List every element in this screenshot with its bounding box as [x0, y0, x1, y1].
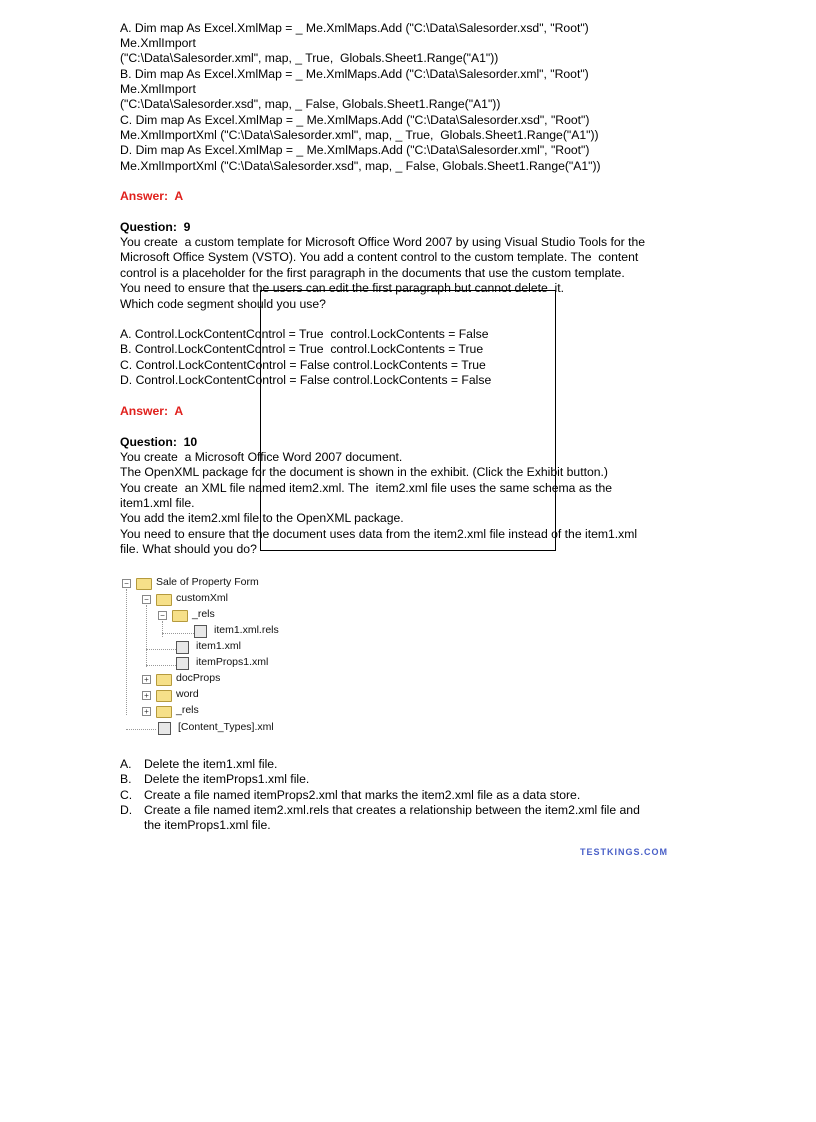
folder-icon	[156, 674, 172, 686]
question-9-title: Question: 9	[120, 220, 191, 234]
prev-option-d-line2: Me.XmlImportXml ("C:\Data\Salesorder.xsd", map, _ False, Globals.Sheet1.Range("A1"))	[120, 159, 601, 173]
question-9-body-line: Microsoft Office System (VSTO). You add a content control to the custom template. The content	[120, 250, 639, 264]
expand-icon[interactable]: +	[142, 691, 151, 700]
question-9-body-line: You need to ensure that the users can edit the first paragraph but cannot delete it.	[120, 281, 565, 295]
question-10-body-line: You add the item2.xml file to the OpenXML package.	[120, 511, 404, 525]
question-10-option-a: A. Delete the item1.xml file.	[120, 757, 278, 771]
answer-label-2: Answer: A	[120, 404, 184, 418]
question-9-option-b: B. Control.LockContentControl = True control.LockContents = True	[120, 342, 484, 356]
site-logo: TESTKINGS.COM	[580, 847, 669, 857]
prev-option-b-line3: ("C:\Data\Salesorder.xsd", map, _ False, Globals.Sheet1.Range("A1"))	[120, 97, 501, 111]
collapse-icon[interactable]: −	[142, 595, 151, 604]
xml-file-icon	[158, 722, 171, 735]
prev-option-b-line2: Me.XmlImport	[120, 82, 196, 96]
prev-option-a-line1: A. Dim map As Excel.XmlMap = _ Me.XmlMaps.Add ("C:\Data\Salesorder.xsd", "Root")	[120, 21, 589, 35]
folder-icon	[156, 706, 172, 718]
prev-option-a-line2: Me.XmlImport	[120, 36, 196, 50]
question-9-body-line: control is a placeholder for the first paragraph in the documents that use the custom template.	[120, 266, 625, 280]
question-9-option-a: A. Control.LockContentControl = True control.LockContents = False	[120, 327, 489, 341]
question-10-body-line: The OpenXML package for the document is shown in the exhibit. (Click the Exhibit button.)	[120, 465, 608, 479]
collapse-icon[interactable]: −	[158, 611, 167, 620]
question-10-option-c: C. Create a file named itemProps2.xml that marks the item2.xml file as a data store.	[120, 788, 581, 802]
collapse-icon[interactable]: −	[122, 579, 131, 588]
xml-file-icon	[194, 625, 207, 638]
prev-option-c-line1: C. Dim map As Excel.XmlMap = _ Me.XmlMaps.Add ("C:\Data\Salesorder.xsd", "Root")	[120, 113, 590, 127]
question-10-body-line: file. What should you do?	[120, 542, 257, 556]
question-10-body-line: You need to ensure that the document uses data from the item2.xml file instead of the item1.xml	[120, 527, 638, 541]
question-9-option-d: D. Control.LockContentControl = False control.LockContents = False	[120, 373, 492, 387]
overlay-frame	[260, 290, 556, 551]
folder-icon	[136, 578, 152, 590]
prev-option-d-line1: D. Dim map As Excel.XmlMap = _ Me.XmlMaps.Add ("C:\Data\Salesorder.xml", "Root")	[120, 143, 590, 157]
exhibit-tree: − Sale of Property Form − customXml − _rels item1.xml.rels item1.xml itemProps1.xml + docProps + word + _rels [Content_Types].xml	[118, 573, 286, 743]
expand-icon[interactable]: +	[142, 707, 151, 716]
folder-icon	[172, 610, 188, 622]
prev-option-b-line1: B. Dim map As Excel.XmlMap = _ Me.XmlMaps.Add ("C:\Data\Salesorder.xml", "Root")	[120, 67, 589, 81]
expand-icon[interactable]: +	[142, 675, 151, 684]
prev-option-c-line2: Me.XmlImportXml ("C:\Data\Salesorder.xml", map, _ True, Globals.Sheet1.Range("A1"))	[120, 128, 599, 142]
xml-file-icon	[176, 641, 189, 654]
prev-option-a-line3: ("C:\Data\Salesorder.xml", map, _ True, Globals.Sheet1.Range("A1"))	[120, 51, 499, 65]
question-10-body-line: item1.xml file.	[120, 496, 195, 510]
question-10-option-d: D. Create a file named item2.xml.rels that creates a relationship between the item2.xml file and	[120, 803, 640, 817]
question-10-body-line: You create an XML file named item2.xml. The item2.xml file uses the same schema as the	[120, 481, 613, 495]
question-10-body-line: You create a Microsoft Office Word 2007 document.	[120, 450, 403, 464]
question-9-body-line: Which code segment should you use?	[120, 297, 326, 311]
question-9-option-c: C. Control.LockContentControl = False control.LockContents = True	[120, 358, 486, 372]
question-10-title: Question: 10	[120, 435, 198, 449]
question-10-option-b: B. Delete the itemProps1.xml file.	[120, 772, 310, 786]
question-10-option-d-cont: the itemProps1.xml file.	[144, 818, 271, 832]
folder-icon	[156, 690, 172, 702]
xml-file-icon	[176, 657, 189, 670]
answer-label-1: Answer: A	[120, 189, 184, 203]
question-9-body-line: You create a custom template for Microsoft Office Word 2007 by using Visual Studio Tools for the	[120, 235, 646, 249]
folder-icon	[156, 594, 172, 606]
